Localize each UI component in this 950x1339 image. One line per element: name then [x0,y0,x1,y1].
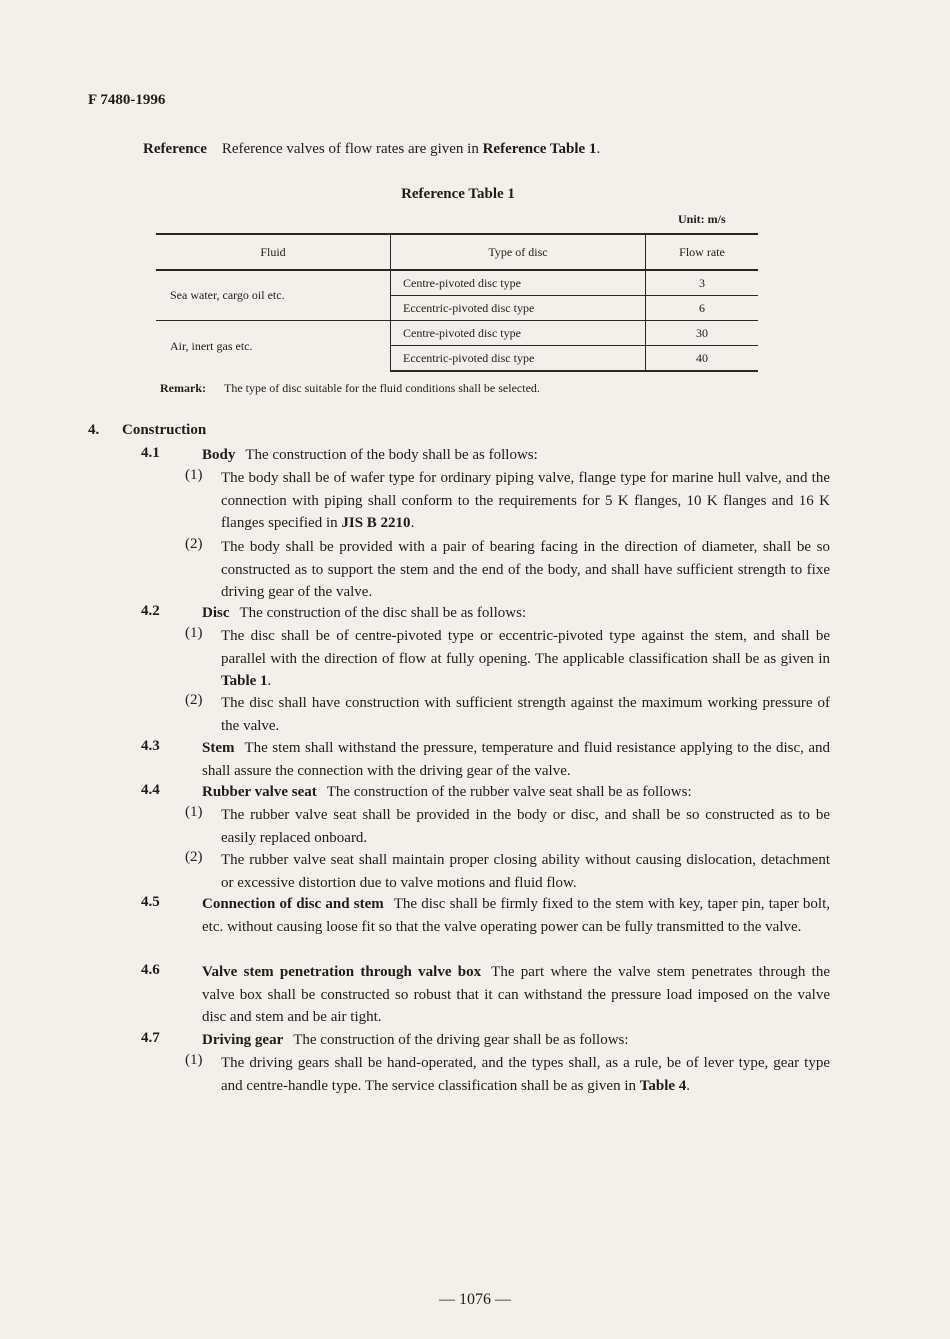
item-number: (1) [185,1052,203,1068]
remark-label: Remark: [160,381,206,395]
header-fluid: Fluid [156,234,391,270]
subsection-4-3: Stem The stem shall withstand the pressure, temperature and fluid resistance applying to the disc, and shall assure the connection with the driving gear of the valve. [202,740,830,779]
page-number: — 1076 — [439,1291,511,1308]
reference-paragraph: Reference Reference valves of flow rates are given in Reference Table 1. [143,141,601,157]
section-number: 4. [88,422,100,438]
cell-type: Eccentric-pivoted disc type [391,296,646,321]
header-type: Type of disc [391,234,646,270]
cell-rate: 30 [646,321,759,346]
table-row [156,321,758,346]
table-reference: Table 1 [221,673,268,689]
subsection-4-2: Disc The construction of the disc shall be as follows: [202,605,527,621]
document-id: F 7480-1996 [88,92,166,108]
item-number: (2) [185,849,203,865]
subsection-title: Disc [202,605,230,621]
subsection-title: Driving gear [202,1032,284,1048]
table-row [156,270,758,296]
subsection-4-6: Valve stem penetration through valve box The part where the valve stem penetrates through the valve box shall be constructed so robust that it can withstand the pressure load imposed on the valve disc and stem and be air tight. [202,964,830,1025]
subsection-4-5: Connection of disc and stem The disc shall be firmly fixed to the stem with key, taper pin, taper bolt, etc. without causing loose fit so that the valve operating power can be fully transmitted to the valve. [202,896,830,935]
header-rate: Flow rate [646,234,759,270]
cell-rate: 3 [646,270,759,296]
reference-table-link: Reference Table 1 [482,141,597,157]
subsection-title: Body [202,447,236,463]
subsection-number: 4.3 [141,738,160,754]
item-text: The driving gears shall be hand-operated, and the types shall, as a rule, be of lever type, gear type and centre-handle type. The service classification shall be as given in Table 4. [221,1055,830,1094]
subsection-title: Valve stem penetration through valve box [202,964,482,980]
subsection-number: 4.2 [141,603,160,619]
table-unit: Unit: m/s [678,212,726,226]
subsection-number: 4.7 [141,1030,160,1046]
cell-type: Eccentric-pivoted disc type [391,346,646,372]
item-text: The rubber valve seat shall maintain proper closing ability without causing dislocation, detachment or excessive distortion due to valve motions and fluid flow. [221,852,830,891]
cell-type: Centre-pivoted disc type [391,270,646,296]
item-text: The rubber valve seat shall be provided in the body or disc, and shall be so constructed as to be easily replaced onboard. [221,807,830,846]
subsection-4-7: Driving gear The construction of the driving gear shall be as follows: [202,1032,629,1048]
item-text: The disc shall have construction with sufficient strength against the maximum working pressure of the valve. [221,695,830,734]
section-title: Construction [122,422,207,438]
table-header-row [156,234,758,270]
subsection-4-4: Rubber valve seat The construction of the rubber valve seat shall be as follows: [202,784,692,800]
reference-table [156,233,758,372]
subsection-number: 4.4 [141,782,160,798]
cell-rate: 40 [646,346,759,372]
table-title: Reference Table 1 [401,186,515,202]
reference-label: Reference [143,141,207,157]
remark-text: The type of disc suitable for the fluid conditions shall be selected. [223,381,540,395]
cell-fluid: Sea water, cargo oil etc. [156,270,391,321]
subsection-number: 4.6 [141,962,160,978]
subsection-4-1: Body The construction of the body shall be as follows: [202,447,538,463]
subsection-number: 4.1 [141,445,160,461]
cell-type: Centre-pivoted disc type [391,321,646,346]
item-text: The body shall be of wafer type for ordinary piping valve, flange type for marine hull valve, and the connection with piping shall conform to the requirements for 5 K flanges, 10 K flanges and 16 K flanges specified in JIS B 2210. [221,470,830,531]
item-number: (2) [185,536,203,552]
table-remark [160,381,540,396]
item-number: (1) [185,804,203,820]
subsection-title: Stem [202,740,235,756]
cell-rate: 6 [646,296,759,321]
item-number: (1) [185,467,203,483]
cell-fluid: Air, inert gas etc. [156,321,391,372]
subsection-title: Rubber valve seat [202,784,317,800]
item-number: (2) [185,692,203,708]
item-text: The body shall be provided with a pair of bearing facing in the direction of diameter, shall be so constructed as to support the stem and the end of the body, and shall have sufficient strength to fixe driving gear of the valve. [221,539,830,600]
subsection-title: Connection of disc and stem [202,896,384,912]
standard-reference: JIS B 2210 [341,515,411,531]
subsection-number: 4.5 [141,894,160,910]
item-number: (1) [185,625,203,641]
item-text: The disc shall be of centre-pivoted type or eccentric-pivoted type against the stem, and shall be parallel with the direction of flow at fully opening. The applicable classification shall be as given in Table 1. [221,628,830,689]
table-reference: Table 4 [639,1077,687,1094]
